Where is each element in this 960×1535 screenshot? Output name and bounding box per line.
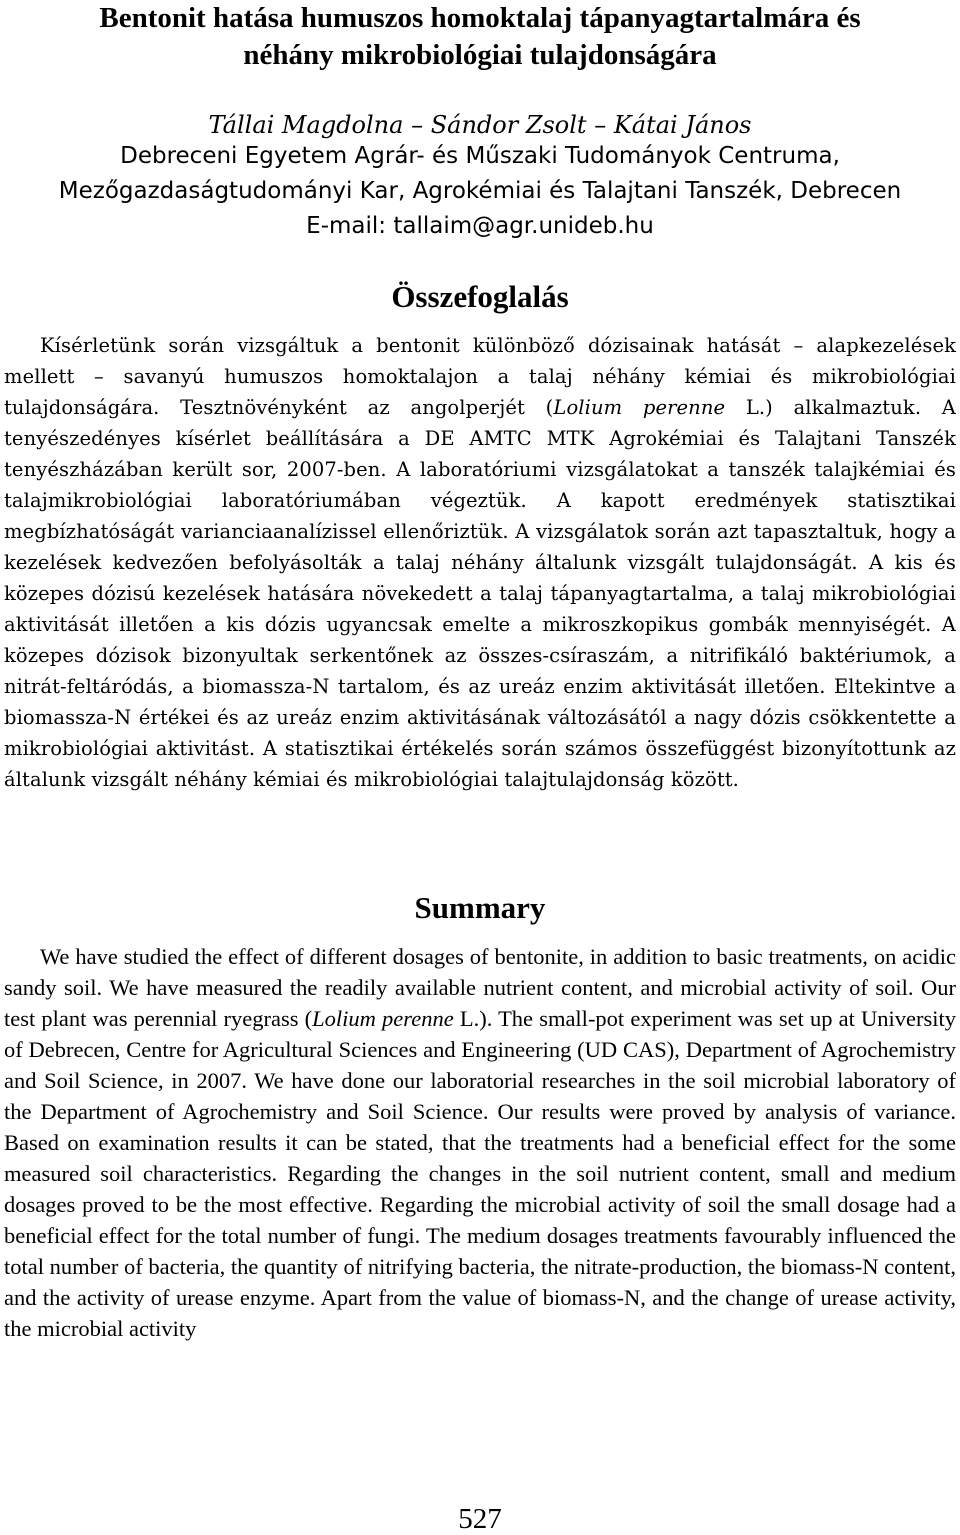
abstract-latin-name: Lolium perenne — [553, 396, 726, 419]
abstract-text-2: L.) alkalmaztuk. A tenyészedényes kísérlet beállítására a DE AMTC MTK Agrokémiai és Talajtani Tanszék tenyészházában került sor, 2007-ben. A laboratóriumi vizsgálatokat a tanszék talajkémiai és talajmikrobiológiai laboratóriumában végeztük. A kapott eredmények statisztikai megbízhatóságát varianciaanalízissel ellenőriztük. A vizsgálatok során azt tapasztaltuk, hogy a kezelések kedvezően befolyásolták a talaj néhány általunk vizsgált tulajdonságát. A kis és közepes dózisú kezelések hatására növekedett a talaj tápanyagtartalma, a talaj mikrobiológiai aktivitását illetően a kis dózis ugyancsak emelte a mikroszkopikus gombák mennyiségét. A közepes dózisok bizonyultak serkentőnek az összes-csíraszám, a nitrifikáló baktériumok, a nitrát-feltáródás, a biomassza-N tartalom, és az ureáz enzim aktivitását illetően. Eltekintve a biomassza-N értékei és az ureáz enzim aktivitásának változásától a nagy dózis csökkentette a mikrobiológiai aktivitást. A statisztikai értékelés során számos összefüggést bizonyítottunk az általunk vizsgált néhány kémiai és mikrobiológiai talajtulajdonság között. — [4, 396, 956, 791]
abstract-text-1: Kísérletünk során vizsgáltuk a bentonit különböző dózisainak hatását – alapkezelések mellett – savanyú humuszos homoktalajon a talaj néhány kémiai és mikrobiológiai tulajdonságára. Tesztnövényként az angolperjét ( — [4, 334, 956, 419]
paper-title — [0, 0, 960, 74]
page-number: 527 — [458, 1503, 502, 1535]
summary-text-2: L.). The small-pot experiment was set up at University of Debrecen, Centre for Agricultural Sciences and Engineering (UD CAS), Department of Agrochemistry and Soil Science, in 2007. We have done our laboratorial researches in the soil microbial laboratory of the Department of Agrochemistry and Soil Science. Our results were proved by analysis of variance. Based on examination results it can be stated, that the treatments had a beneficial effect for the some measured soil characteristics. Regarding the changes in the soil nutrient content, small and medium dosages proved to be the most effective. Regarding the microbial activity of soil the small dosage had a beneficial effect for the total number of fungi. The medium dosages treatments favourably influenced the total number of bacteria, the quantity of nitrifying bacteria, the nitrate-production, the biomass-N content, and the activity of urease enzyme. Apart from the value of biomass-N, and the change of urease activity, the microbial activity — [4, 1006, 956, 1341]
title-line-2: néhány mikrobiológiai tulajdonságára — [243, 39, 717, 71]
author-email: E-mail: tallaim@agr.unideb.hu — [306, 213, 654, 239]
abstract-heading: Összefoglalás — [391, 279, 569, 314]
affiliation-line-1: Debreceni Egyetem Agrár- és Műszaki Tudományok Centruma, — [120, 143, 840, 169]
summary-heading: Summary — [414, 890, 546, 925]
title-line-1: Bentonit hatása humuszos homoktalaj tápanyagtartalmára és — [99, 2, 861, 34]
summary-text-1: We have studied the effect of different dosages of bentonite, in addition to basic treatments, on acidic sandy soil. We have measured the readily available nutrient content, and microbial activity of soil. Our test plant was perennial ryegrass ( — [4, 944, 956, 1031]
abstract-paragraph — [4, 330, 956, 795]
summary-paragraph — [4, 941, 956, 1344]
summary-latin-name: Lolium perenne — [312, 1006, 454, 1031]
author-list: Tállai Magdolna – Sándor Zsolt – Kátai János — [208, 111, 752, 139]
affiliation-line-2: Mezőgazdaságtudományi Kar, Agrokémiai és Talajtani Tanszék, Debrecen — [58, 178, 902, 204]
